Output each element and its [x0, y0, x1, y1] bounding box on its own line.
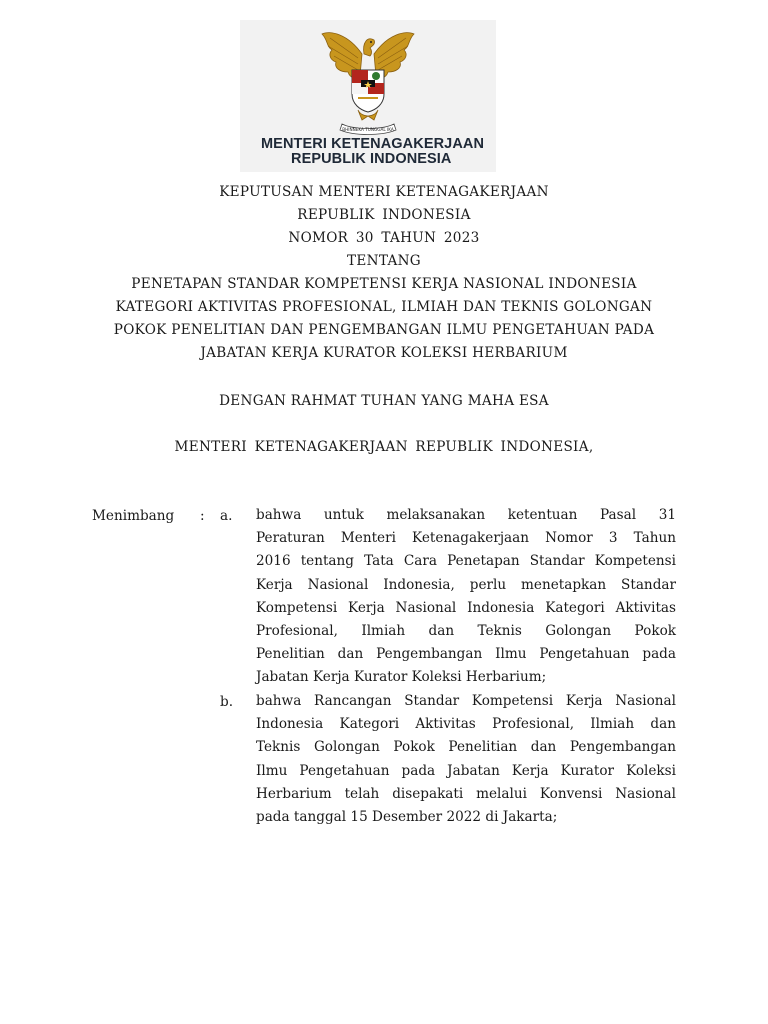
para-line: Jabatan Kerja Kurator Koleksi Herbarium;	[256, 669, 547, 686]
para-line: Penelitian dan Pengembangan Ilmu Pengetahuan pada	[256, 646, 676, 663]
para-line: Peraturan Menteri Ketenagakerjaan Nomor 3 Tahun	[256, 530, 676, 547]
decree-subject-line: PENETAPAN STANDAR KOMPETENSI KERJA NASIONAL INDONESIA	[131, 276, 637, 292]
para-line: 2016 tentang Tata Cara Penetapan Standar Kompetensi	[256, 553, 676, 570]
para-line: bahwa Rancangan Standar Kompetensi Kerja Nasional	[256, 693, 676, 709]
para-line: Teknis Golongan Pokok Penelitian dan Pengembangan	[256, 739, 676, 756]
para-line: Indonesia Kategori Aktivitas Profesional, Ilmiah dan	[256, 716, 676, 733]
para-line: Kompetensi Kerja Nasional Indonesia Kategori Aktivitas	[256, 599, 676, 616]
para-line: pada tanggal 15 Desember 2022 di Jakarta;	[256, 808, 558, 825]
garuda-emblem-icon	[318, 24, 418, 136]
ministry-country: REPUBLIK INDONESIA	[291, 151, 452, 167]
para-line: Herbarium telah disepakati melalui Konvensi Nasional	[256, 785, 676, 802]
preamble: DENGAN RAHMAT TUHAN YANG MAHA ESA	[219, 393, 549, 409]
para-line: bahwa untuk melaksanakan ketentuan Pasal 31	[256, 507, 676, 523]
para-line: Profesional, Ilmiah dan Teknis Golongan Pokok	[256, 622, 676, 639]
consideration-item-b	[256, 690, 676, 829]
considerations-colon: :	[200, 508, 205, 524]
svg-text:BHINNEKA TUNGGAL IKA: BHINNEKA TUNGGAL IKA	[342, 127, 394, 132]
decree-subject-line: POKOK PENELITIAN DAN PENGEMBANGAN ILMU PENGETAHUAN PADA	[113, 322, 655, 338]
para-line: Kerja Nasional Indonesia, perlu menetapkan Standar	[256, 576, 676, 593]
letterhead	[240, 20, 496, 172]
decree-country: REPUBLIK INDONESIA	[297, 207, 471, 223]
decree-title: KEPUTUSAN MENTERI KETENAGAKERJAAN	[219, 184, 549, 200]
decree-number: NOMOR 30 TAHUN 2023	[288, 230, 480, 246]
authority-line: MENTERI KETENAGAKERJAAN REPUBLIK INDONESIA,	[174, 439, 594, 455]
decree-subject-line: JABATAN KERJA KURATOR KOLEKSI HERBARIUM	[200, 345, 568, 361]
item-marker: b.	[220, 694, 234, 710]
decree-subject-line: KATEGORI AKTIVITAS PROFESIONAL, ILMIAH DAN TEKNIS GOLONGAN	[115, 299, 653, 315]
item-marker: a.	[220, 508, 233, 524]
decree-about: TENTANG	[347, 253, 421, 269]
consideration-item-a	[256, 504, 676, 690]
ministry-name: MENTERI KETENAGAKERJAAN	[261, 136, 485, 152]
para-line: Ilmu Pengetahuan pada Jabatan Kerja Kurator Koleksi	[256, 762, 676, 779]
considerations-label: Menimbang	[92, 508, 175, 524]
